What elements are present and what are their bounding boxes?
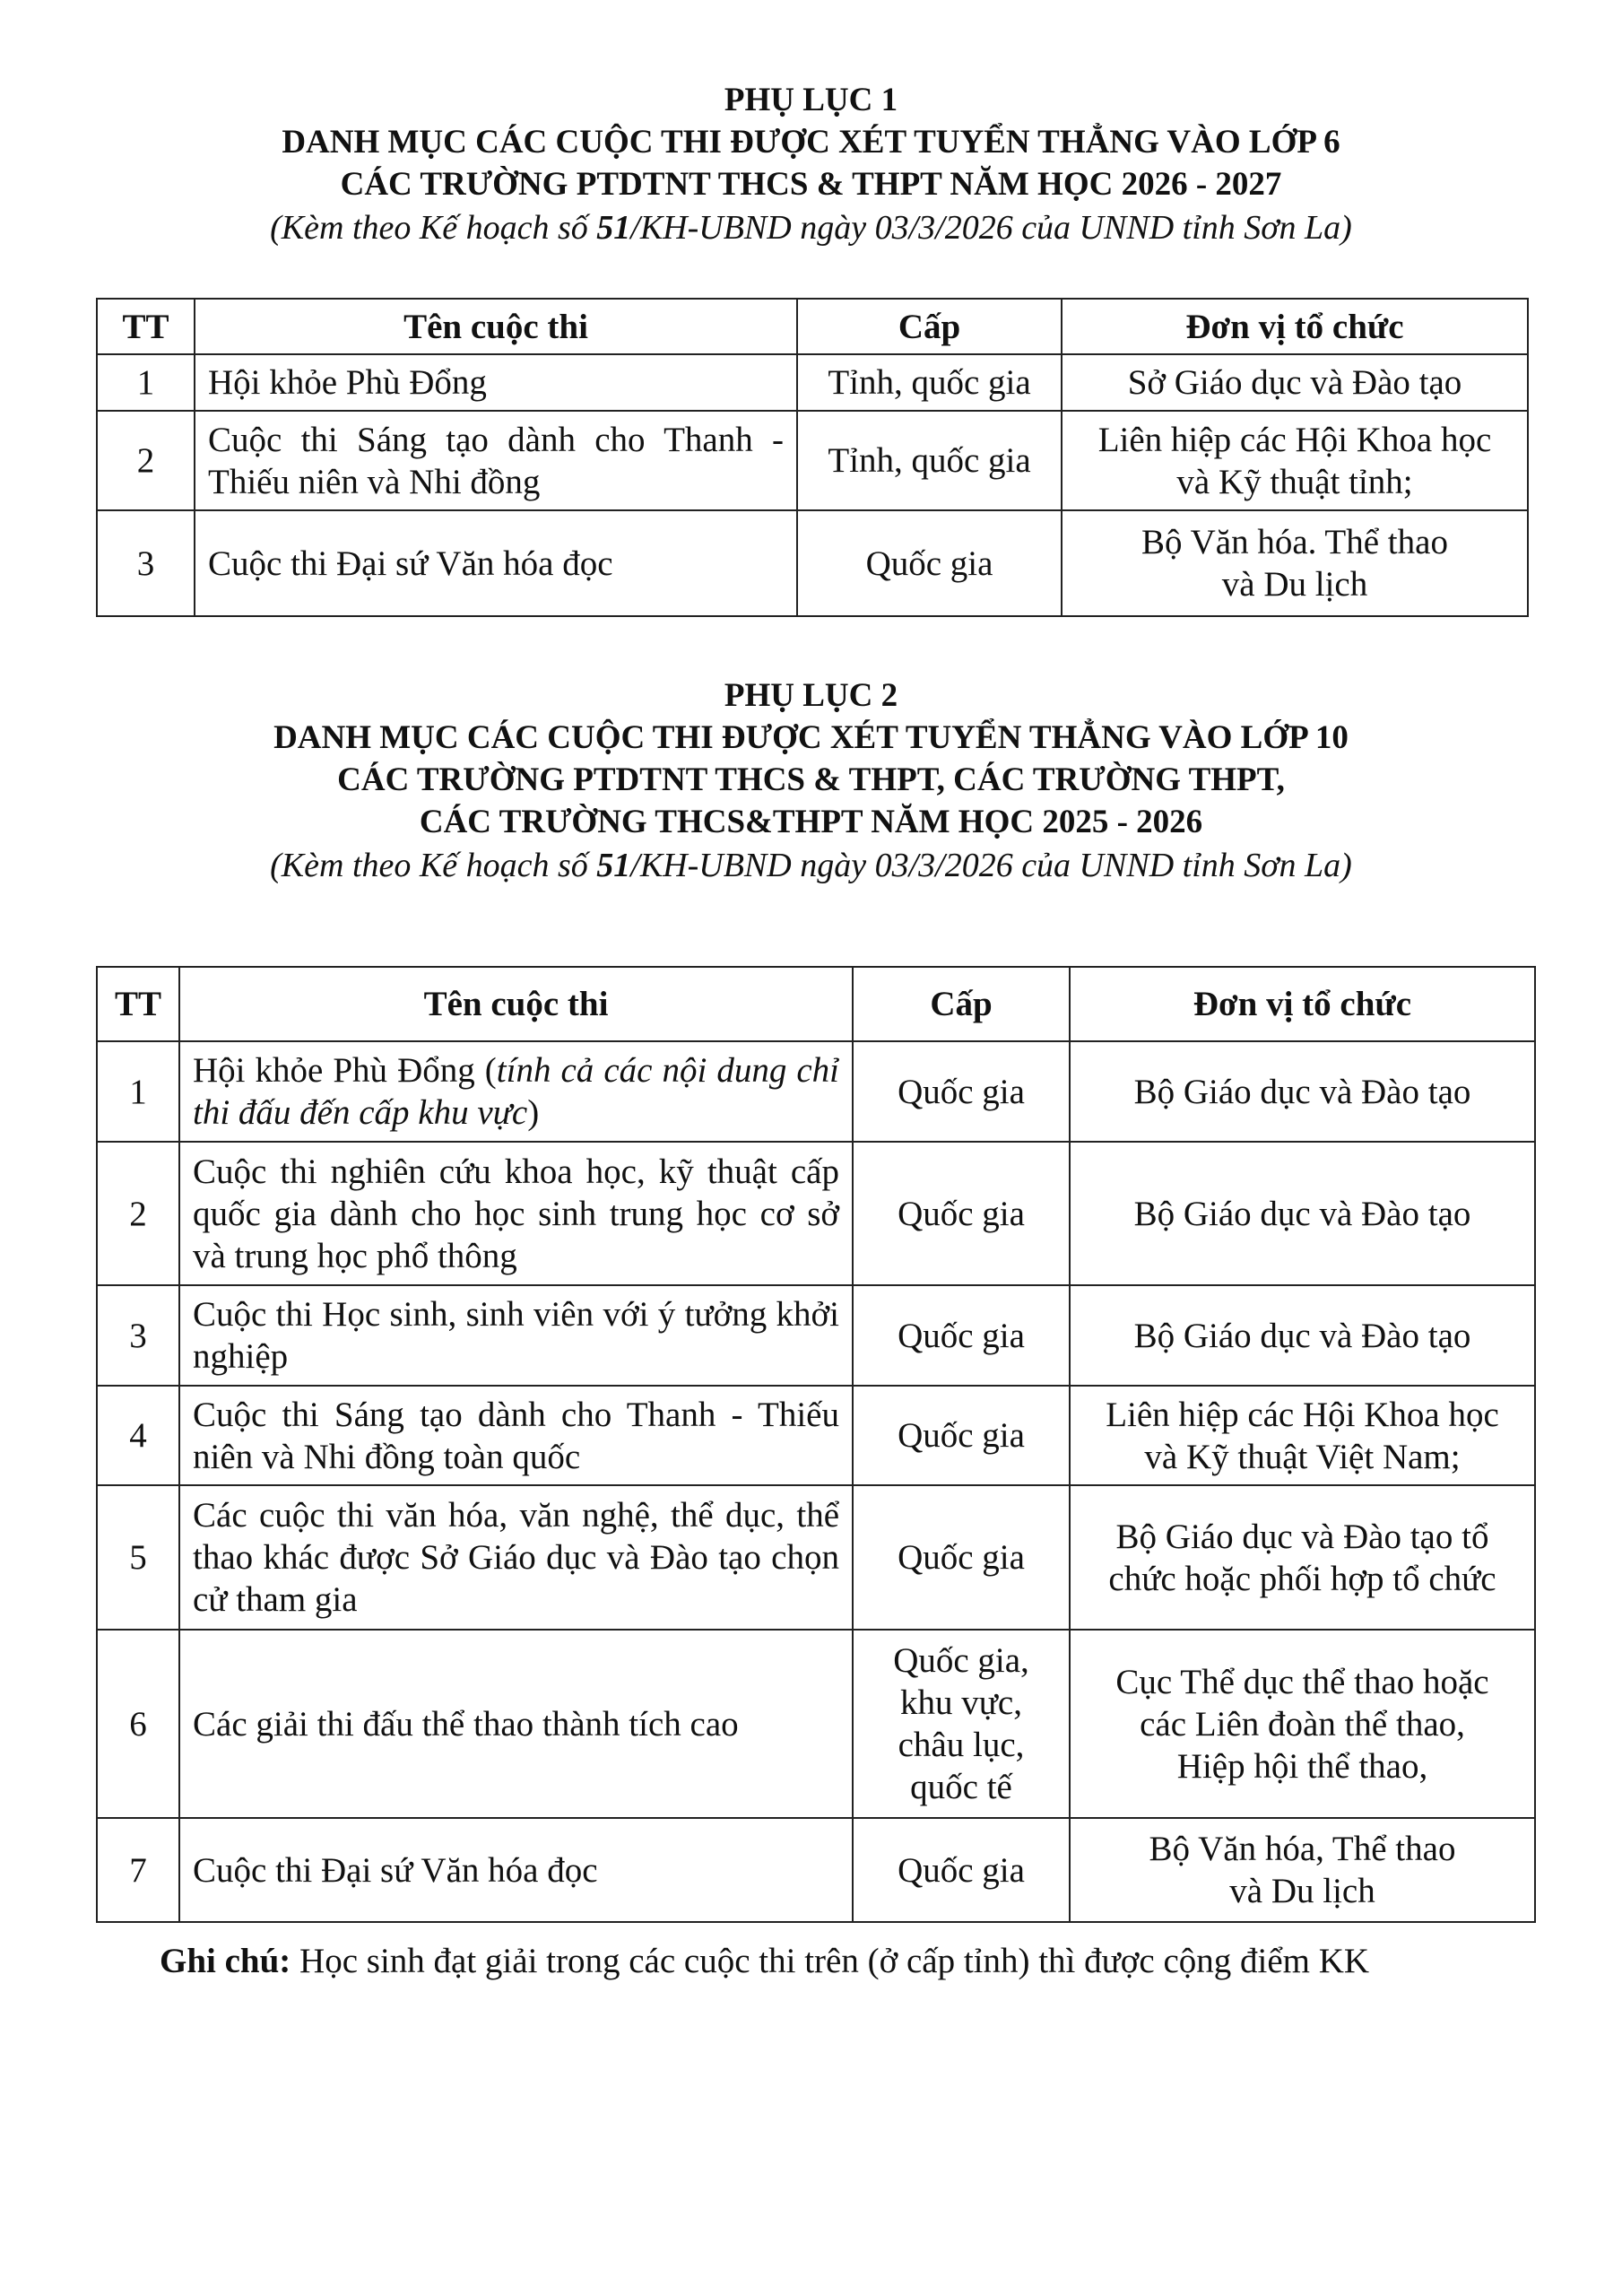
header-tt: TT xyxy=(97,967,179,1041)
table-row xyxy=(97,1818,1535,1922)
level-line: Quốc gia xyxy=(898,1538,1025,1577)
cell-org xyxy=(1070,1041,1535,1142)
cell-tt: 2 xyxy=(97,411,195,510)
cell-tt: 2 xyxy=(97,1142,179,1285)
cell-org xyxy=(1062,354,1528,411)
cell-org xyxy=(1070,1818,1535,1922)
cell-name: Các cuộc thi văn hóa, văn nghệ, thể dục, thể thao khác được Sở Giáo dục và Đào tạo chọn cử tham gia xyxy=(179,1485,853,1630)
appendix2-title-line3: CÁC TRƯỜNG THCS&THPT NĂM HỌC 2025 - 2026 xyxy=(419,804,1203,840)
cell-tt: 3 xyxy=(97,1285,179,1386)
level-line: Quốc gia xyxy=(898,1316,1025,1355)
level-line: Quốc gia, xyxy=(893,1641,1029,1680)
table-row xyxy=(97,1142,1535,1285)
level-line: Quốc gia xyxy=(898,1416,1025,1455)
cell-name: Cuộc thi nghiên cứu khoa học, kỹ thuật cấp quốc gia dành cho học sinh trung học cơ sở và trung học phổ thông xyxy=(179,1142,853,1285)
org-line: và Du lịch xyxy=(1221,565,1368,604)
header-name: Tên cuộc thi xyxy=(195,299,797,354)
footnote xyxy=(160,1940,1369,1983)
org-line: các Liên đoàn thể thao, xyxy=(1140,1704,1465,1744)
table-row xyxy=(97,1386,1535,1485)
table-row xyxy=(97,1630,1535,1818)
cell-tt: 3 xyxy=(97,510,195,616)
cell-name: Hội khỏe Phù Đổng (tính cả các nội dung chỉ thi đấu đến cấp khu vực) xyxy=(179,1041,853,1142)
org-line: và Kỹ thuật Việt Nam; xyxy=(1144,1437,1461,1476)
cell-level: Tỉnh, quốc gia xyxy=(797,354,1062,411)
cell-level xyxy=(853,1485,1070,1630)
cell-level: Tỉnh, quốc gia xyxy=(797,411,1062,510)
header-level: Cấp xyxy=(853,967,1070,1041)
org-line: Sở Giáo dục và Đào tạo xyxy=(1127,363,1462,402)
cell-tt: 5 xyxy=(97,1485,179,1630)
org-line: Liên hiệp các Hội Khoa học xyxy=(1097,420,1492,459)
appendix2-label: PHỤ LỤC 2 xyxy=(724,677,898,714)
cell-name: Cuộc thi Sáng tạo dành cho Thanh - Thiếu niên và Nhi đồng toàn quốc xyxy=(179,1386,853,1485)
org-line: Bộ Giáo dục và Đào tạo xyxy=(1133,1316,1471,1355)
cell-name: Hội khỏe Phù Đổng xyxy=(195,354,797,411)
appendix2-table xyxy=(96,966,1536,1923)
subtitle-pre: (Kèm theo Kế hoạch số xyxy=(270,209,597,247)
header-tt: TT xyxy=(97,299,195,354)
cell-tt: 1 xyxy=(97,354,195,411)
org-line: và Du lịch xyxy=(1229,1872,1375,1910)
appendix1-table xyxy=(96,298,1529,617)
cell-org xyxy=(1062,411,1528,510)
subtitle-post: /KH-UBND ngày 03/3/2026 của UNND tỉnh Sơn La) xyxy=(630,209,1352,247)
appendix2-subtitle xyxy=(0,843,1622,888)
level-line: Quốc gia xyxy=(898,1194,1025,1233)
level-line: Quốc gia xyxy=(898,1850,1025,1890)
org-line: Bộ Giáo dục và Đào tạo tổ xyxy=(1115,1517,1489,1556)
cell-org xyxy=(1070,1386,1535,1485)
cell-level xyxy=(853,1285,1070,1386)
cell-org xyxy=(1070,1630,1535,1818)
appendix2-title-line1: DANH MỤC CÁC CUỘC THI ĐƯỢC XÉT TUYỂN THẲNG VÀO LỚP 10 xyxy=(273,719,1349,756)
cell-org xyxy=(1070,1142,1535,1285)
cell-tt: 7 xyxy=(97,1818,179,1922)
name-text: Hội khỏe Phù Đổng xyxy=(193,1051,485,1090)
table-row xyxy=(97,411,1528,510)
note-label: Ghi chú: xyxy=(160,1942,291,1980)
level-line: châu lục, xyxy=(898,1726,1025,1764)
cell-level: Quốc gia xyxy=(797,510,1062,616)
subtitle-pre: (Kèm theo Kế hoạch số xyxy=(270,847,597,884)
header-org: Đơn vị tổ chức xyxy=(1070,967,1535,1041)
cell-name: Cuộc thi Học sinh, sinh viên với ý tưởng khởi nghiệp xyxy=(179,1285,853,1386)
table-row xyxy=(97,354,1528,411)
header-org: Đơn vị tổ chức xyxy=(1062,299,1528,354)
plan-number: 51 xyxy=(596,847,631,884)
cell-tt: 1 xyxy=(97,1041,179,1142)
cell-name: Cuộc thi Đại sứ Văn hóa đọc xyxy=(195,510,797,616)
org-line: Bộ Văn hóa. Thể thao xyxy=(1141,523,1448,561)
header-level: Cấp xyxy=(797,299,1062,354)
level-line: khu vực, xyxy=(900,1683,1022,1722)
appendix2-title-line2: CÁC TRƯỜNG PTDTNT THCS & THPT, CÁC TRƯỜNG THPT, xyxy=(337,761,1285,798)
table-header-row xyxy=(97,299,1528,354)
level-line: Quốc gia xyxy=(898,1072,1025,1111)
cell-level xyxy=(853,1142,1070,1285)
appendix1-subtitle xyxy=(0,205,1622,250)
org-line: Bộ Giáo dục và Đào tạo xyxy=(1133,1072,1471,1111)
table-row xyxy=(97,1285,1535,1386)
appendix2-heading xyxy=(0,674,1622,888)
cell-level xyxy=(853,1386,1070,1485)
cell-org xyxy=(1070,1485,1535,1630)
org-line: chức hoặc phối hợp tổ chức xyxy=(1108,1559,1496,1598)
org-line: và Kỹ thuật tỉnh; xyxy=(1176,462,1413,501)
name-italic-note: tính cả các nội dung chỉ thi đấu đến cấp khu vực xyxy=(193,1051,839,1132)
note-text: Học sinh đạt giải trong các cuộc thi trên (ở cấp tỉnh) thì được cộng điểm KK xyxy=(291,1942,1370,1980)
cell-level xyxy=(853,1630,1070,1818)
header-name: Tên cuộc thi xyxy=(179,967,853,1041)
cell-name: Cuộc thi Sáng tạo dành cho Thanh - Thiếu niên và Nhi đồng xyxy=(195,411,797,510)
cell-name: Cuộc thi Đại sứ Văn hóa đọc xyxy=(179,1818,853,1922)
appendix1-title-line1: DANH MỤC CÁC CUỘC THI ĐƯỢC XÉT TUYỂN THẲNG VÀO LỚP 6 xyxy=(282,124,1340,161)
plan-number: 51 xyxy=(596,209,631,247)
cell-level xyxy=(853,1041,1070,1142)
table-row xyxy=(97,510,1528,616)
cell-tt: 6 xyxy=(97,1630,179,1818)
org-line: Hiệp hội thể thao, xyxy=(1176,1746,1428,1786)
cell-name: Các giải thi đấu thể thao thành tích cao xyxy=(179,1630,853,1818)
table-row xyxy=(97,1485,1535,1630)
appendix1-label: PHỤ LỤC 1 xyxy=(724,82,898,118)
appendix1-title-line2: CÁC TRƯỜNG PTDTNT THCS & THPT NĂM HỌC 2026 - 2027 xyxy=(340,166,1282,203)
cell-level xyxy=(853,1818,1070,1922)
table-header-row xyxy=(97,967,1535,1041)
level-line: quốc tế xyxy=(910,1768,1012,1806)
appendix1-heading xyxy=(0,79,1622,250)
org-line: Bộ Văn hóa, Thể thao xyxy=(1149,1830,1456,1868)
org-line: Cục Thể dục thể thao hoặc xyxy=(1115,1662,1489,1701)
cell-org xyxy=(1070,1285,1535,1386)
cell-tt: 4 xyxy=(97,1386,179,1485)
cell-org xyxy=(1062,510,1528,616)
org-line: Liên hiệp các Hội Khoa học xyxy=(1106,1395,1499,1434)
subtitle-post: /KH-UBND ngày 03/3/2026 của UNND tỉnh Sơn La) xyxy=(630,847,1352,884)
org-line: Bộ Giáo dục và Đào tạo xyxy=(1133,1194,1471,1233)
table-row xyxy=(97,1041,1535,1142)
